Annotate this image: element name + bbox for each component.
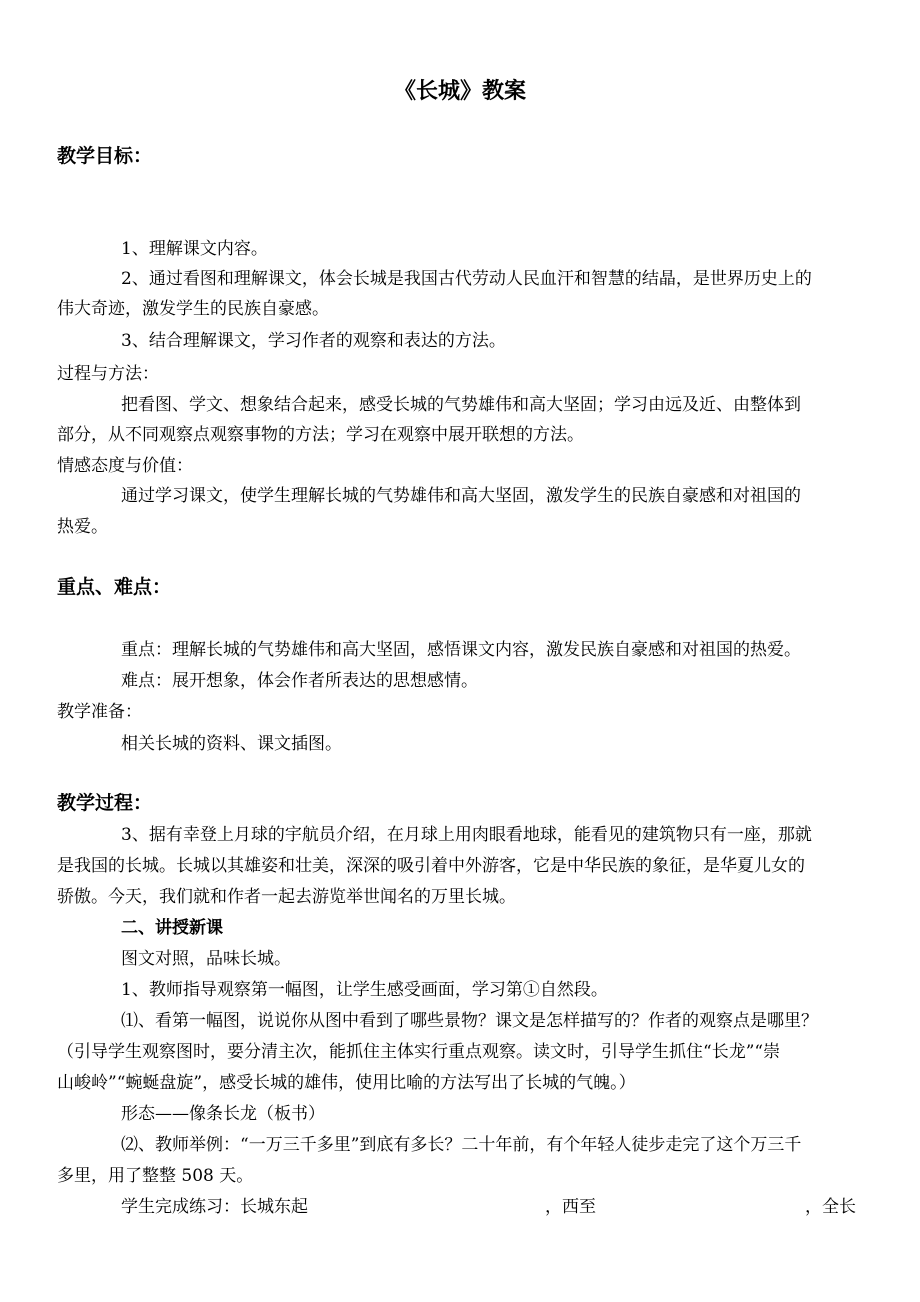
intro-line-2: 是我国的长城。长城以其雄姿和壮美，深深的吸引着中外游客，它是中华民族的象征，是华夏儿女的 [57, 856, 805, 876]
step-2-line-2: 多里，用了整整 508 天。 [57, 1166, 254, 1186]
teaching-process-heading: 教学过程： [57, 792, 153, 814]
objective-2-line-1: 2、通过看图和理解课文，体会长城是我国古代劳动人民血汗和智慧的结晶，是世界历史上的 [121, 269, 812, 289]
intro-line-1: 3、据有幸登上月球的宇航员介绍，在月球上用肉眼看地球，能看见的建筑物只有一座，那就 [121, 825, 812, 845]
exercise-west: ，西至 [545, 1197, 596, 1217]
step-1-question-line-3: 山峻岭”“蜿蜒盘旋”，感受长城的雄伟，使用比喻的方法写出了长城的气魄。） [57, 1073, 636, 1093]
objectives-heading: 教学目标： [57, 145, 153, 167]
difficult-point: 难点：展开想象，体会作者所表达的思想感情。 [121, 671, 478, 691]
prep-content: 相关长城的资料、课文插图。 [121, 734, 342, 754]
step-1-question-line-2: （引导学生观察图时，要分清主次，能抓住主体实行重点观察。读文时，引导学生抓住“长龙”“崇 [57, 1042, 781, 1062]
step-2-line-1: ⑵、教师举例：“一万三千多里”到底有多长？二十年前，有个年轻人徒步走完了这个万三千 [121, 1135, 802, 1155]
prep-label: 教学准备： [57, 702, 142, 722]
intro-line-3: 骄傲。今天，我们就和作者一起去游览举世闻名的万里长城。 [57, 887, 516, 907]
process-line-1: 把看图、学文、想象结合起来，感受长城的气势雄伟和高大坚固；学习由远及近、由整体到 [121, 395, 801, 415]
compare-line: 图文对照，品味长城。 [121, 949, 291, 969]
step-1-question-line-1: ⑴、看第一幅图，说说你从图中看到了哪些景物？课文是怎样描写的？作者的观察点是哪里？ [121, 1011, 818, 1031]
step-1: 1、教师指导观察第一幅图，让学生感受画面，学习第①自然段。 [121, 980, 608, 1000]
exercise-lead: 学生完成练习：长城东起 [121, 1197, 308, 1217]
emotion-label: 情感态度与价值： [57, 456, 193, 476]
exercise-total: ，全长 [805, 1197, 856, 1217]
process-label: 过程与方法： [57, 364, 159, 384]
process-line-2: 部分，从不同观察点观察事物的方法；学习在观察中展开联想的方法。 [57, 425, 584, 445]
emotion-line-1: 通过学习课文，使学生理解长城的气势雄伟和高大坚固，激发学生的民族自豪感和对祖国的 [121, 486, 801, 506]
board-note: 形态——像条长龙（板书） [121, 1104, 325, 1124]
objective-2-line-2: 伟大奇迹，激发学生的民族自豪感。 [57, 299, 329, 319]
objective-1: 1、理解课文内容。 [121, 239, 268, 259]
key-point: 重点：理解长城的气势雄伟和高大坚固，感悟课文内容，激发民族自豪感和对祖国的热爱。 [121, 640, 801, 660]
objective-3: 3、结合理解课文，学习作者的观察和表达的方法。 [121, 331, 506, 351]
key-points-heading: 重点、难点： [57, 576, 172, 598]
new-lesson-heading: 二、讲授新课 [121, 918, 223, 938]
document-title: 《长城》教案 [393, 79, 526, 104]
emotion-line-2: 热爱。 [57, 517, 108, 537]
